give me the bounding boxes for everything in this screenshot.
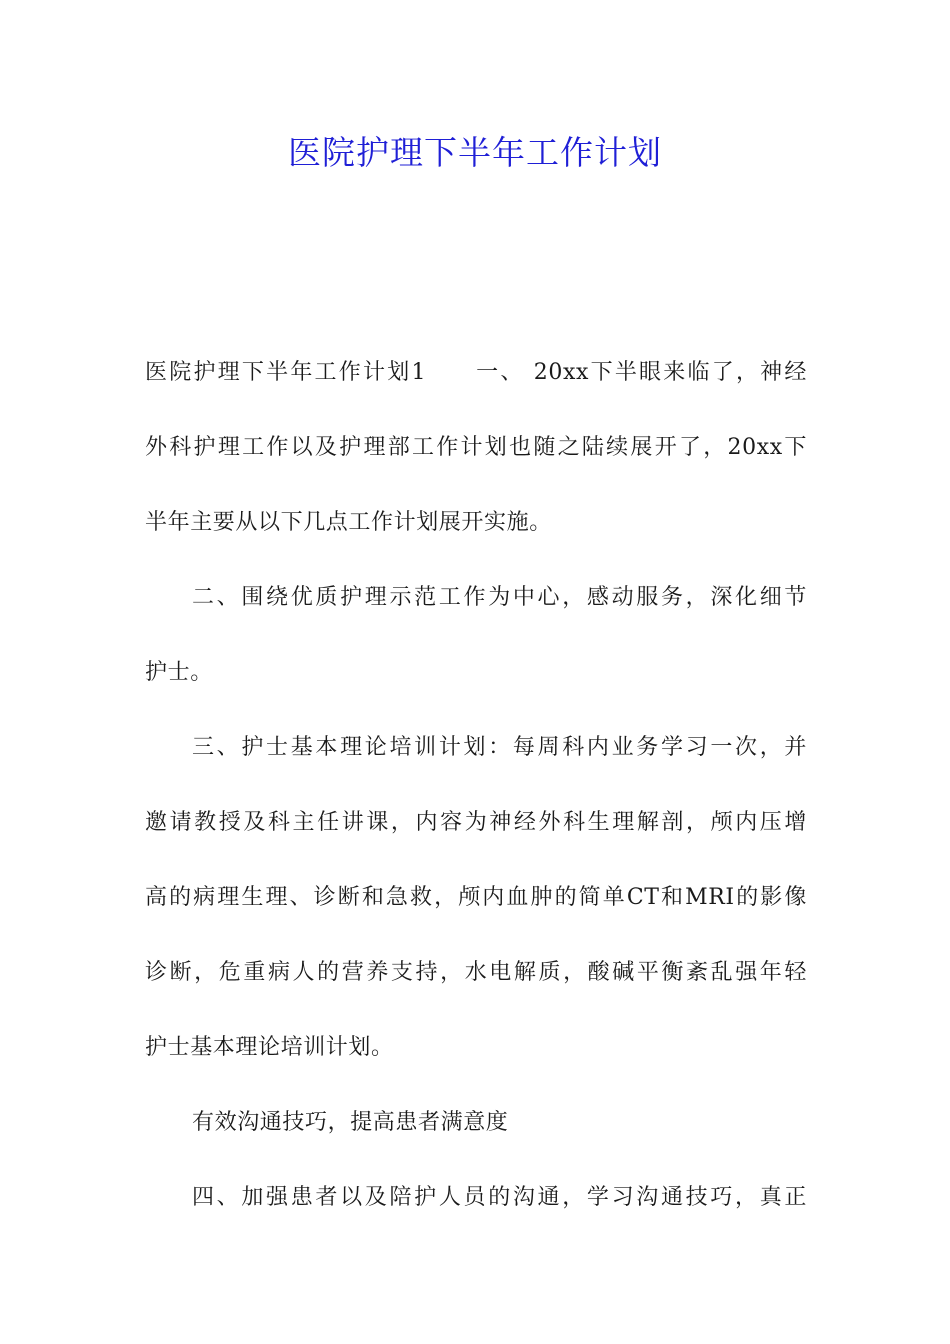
body-line: 半年主要从以下几点工作计划展开实施。 xyxy=(145,510,552,535)
document-title: 医院护理下半年工作计划 xyxy=(288,133,662,172)
body-line: 外科护理工作以及护理部工作计划也随之陆续展开了，20xx下 xyxy=(145,435,807,460)
body-line: 护士基本理论培训计划。 xyxy=(145,1035,394,1060)
body-line: 四、加强患者以及陪护人员的沟通，学习沟通技巧，真正 xyxy=(192,1185,807,1210)
body-line: 高的病理生理、诊断和急救，颅内血肿的简单CT和MRI的影像 xyxy=(145,885,807,910)
body-line: 诊断，危重病人的营养支持，水电解质，酸碱平衡紊乱强年轻 xyxy=(145,960,807,985)
body-line: 护士。 xyxy=(145,660,213,685)
body-line: 二、围绕优质护理示范工作为中心，感动服务，深化细节 xyxy=(192,585,807,610)
body-line: 三、护士基本理论培训计划：每周科内业务学习一次，并 xyxy=(192,735,807,760)
body-line: 邀请教授及科主任讲课，内容为神经外科生理解剖，颅内压增 xyxy=(145,810,807,835)
body-line: 医院护理下半年工作计划1 一、 20xx下半眼来临了，神经 xyxy=(145,360,807,385)
document-body xyxy=(145,335,807,1235)
body-line: 有效沟通技巧，提高患者满意度 xyxy=(192,1110,509,1135)
